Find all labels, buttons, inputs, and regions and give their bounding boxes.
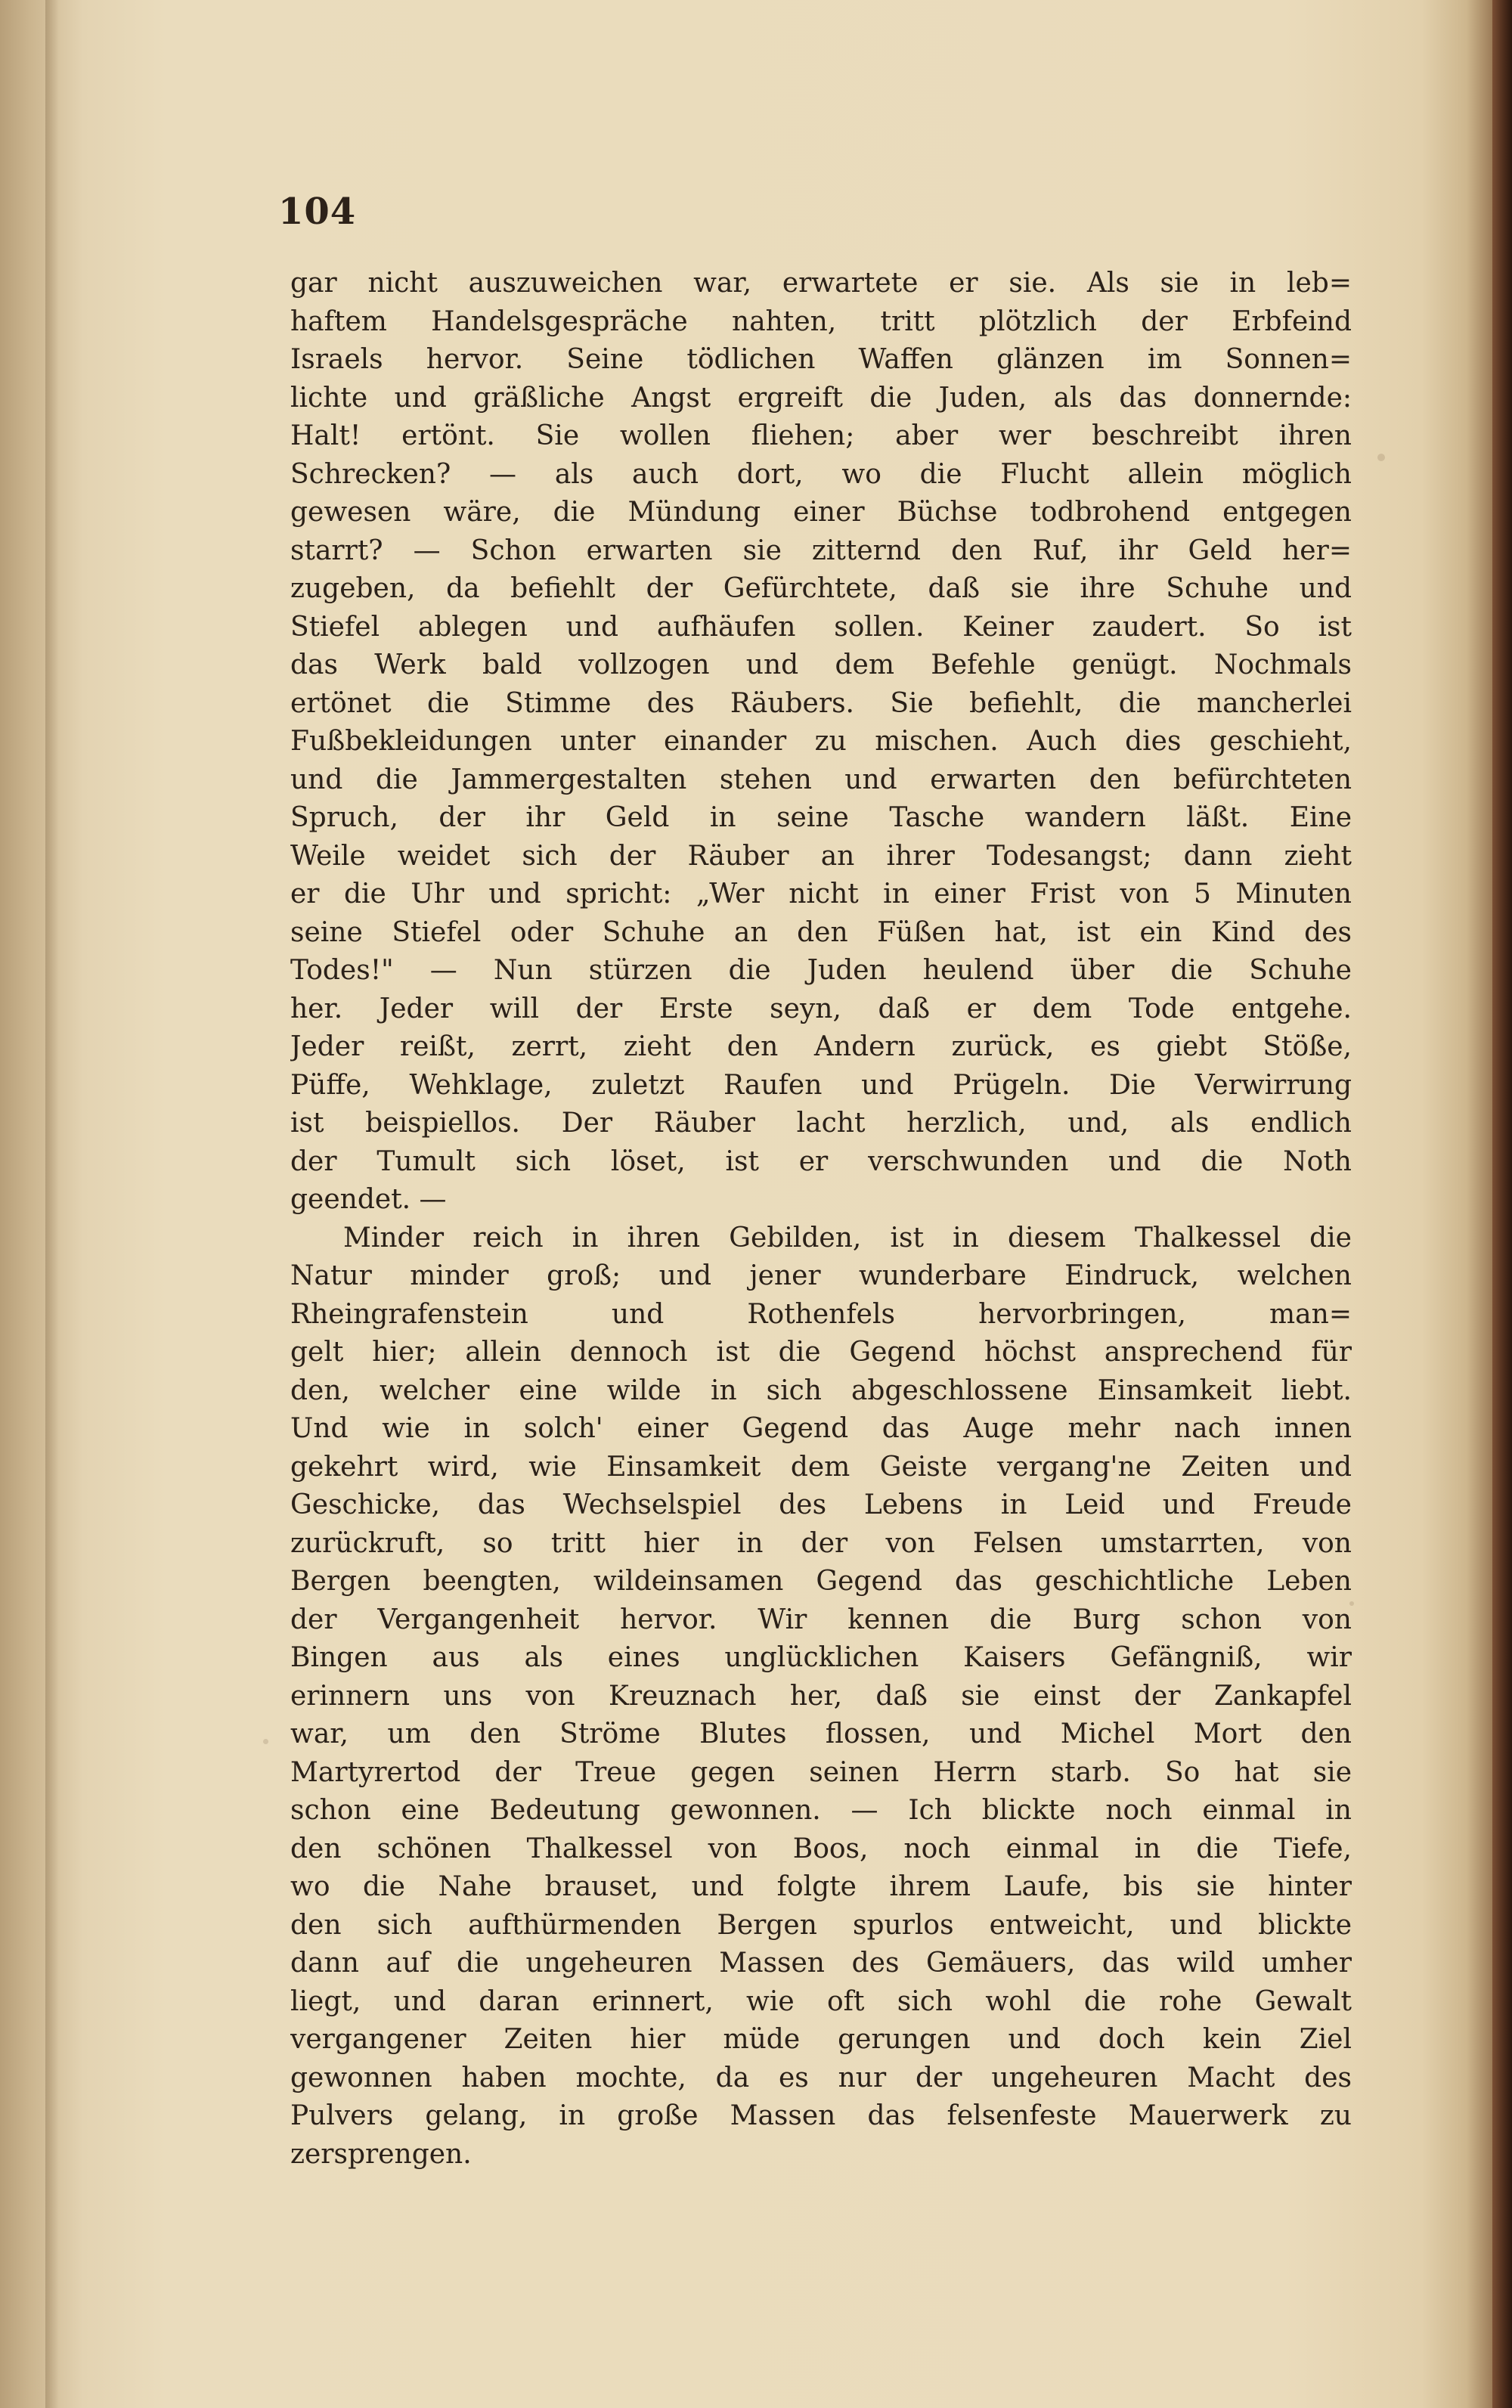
text-line: er die Uhr und spricht: „Wer nicht in einer Frist von 5 Minuten: [290, 879, 1352, 910]
text-line: gewonnen haben mochte, da es nur der ungeheuren Macht des: [290, 2062, 1352, 2093]
text-line: Martyrertod der Treue gegen seinen Herrn starb. So hat sie: [290, 1756, 1352, 1788]
text-line: Bergen beengten, wildeinsamen Gegend das geschichtliche Leben: [290, 1566, 1352, 1597]
text-line: wo die Nahe brauset, und folgte ihrem Laufe, bis sie hinter: [290, 1871, 1352, 1902]
text-line: war, um den Ströme Blutes flossen, und Michel Mort den: [290, 1718, 1352, 1749]
text-line: her. Jeder will der Erste seyn, daß er dem Tode entgehe.: [290, 993, 1352, 1024]
text-line: Bingen aus als eines unglücklichen Kaisers Gefängniß, wir: [290, 1642, 1352, 1673]
text-line: den, welcher eine wilde in sich abgeschlossene Einsamkeit liebt.: [290, 1374, 1352, 1406]
text-line: Spruch, der ihr Geld in seine Tasche wandern läßt. Eine: [290, 802, 1352, 833]
text-line: seine Stiefel oder Schuhe an den Füßen hat, ist ein Kind des: [290, 916, 1352, 948]
paper-spot: [263, 1739, 268, 1744]
text-line: haftem Handelsgespräche nahten, tritt plötzlich der Erbfeind: [290, 305, 1352, 337]
text-line: gar nicht auszuweichen war, erwartete er sie. Als sie in leb=: [290, 268, 1352, 299]
text-line: den sich aufthürmenden Bergen spurlos entweicht, und blickte: [290, 1909, 1352, 1941]
text-line: Pulvers gelang, in große Massen das felsenfeste Mauerwerk zu: [290, 2100, 1352, 2131]
text-line: Natur minder groß; und jener wunderbare Eindruck, welchen: [290, 1260, 1352, 1291]
text-line: Halt! ertönt. Sie wollen fliehen; aber wer beschreibt ihren: [290, 420, 1352, 451]
text-line: vergangener Zeiten hier müde gerungen und doch kein Ziel: [290, 2024, 1352, 2055]
text-line: und die Jammergestalten stehen und erwarten den befürchteten: [290, 764, 1352, 795]
text-line: zugeben, da befiehlt der Gefürchtete, daß sie ihre Schuhe und: [290, 573, 1352, 604]
text-line: Und wie in solch' einer Gegend das Auge mehr nach innen: [290, 1413, 1352, 1444]
text-line: Fußbekleidungen unter einander zu mischen. Auch dies geschieht,: [290, 726, 1352, 757]
text-line: Stiefel ablegen und aufhäufen sollen. Keiner zaudert. So ist: [290, 611, 1352, 643]
text-line: Geschicke, das Wechselspiel des Lebens in Leid und Freude: [290, 1489, 1352, 1520]
text-line: Püffe, Wehklage, zuletzt Raufen und Prügeln. Die Verwirrung: [290, 1069, 1352, 1101]
book-binding: [1492, 0, 1512, 2408]
text-line: erinnern uns von Kreuznach her, daß sie einst der Zankapfel: [290, 1680, 1352, 1712]
text-line: gewesen wäre, die Mündung einer Büchse todbrohend entgegen: [290, 497, 1352, 528]
text-line: starrt? — Schon erwarten sie zitternd den Ruf, ihr Geld her=: [290, 535, 1352, 566]
page-number: 104: [278, 191, 357, 233]
text-line: liegt, und daran erinnert, wie oft sich wohl die rohe Gewalt: [290, 1985, 1352, 2017]
text-line: ist beispiellos. Der Räuber lacht herzlich, und, als endlich: [290, 1108, 1352, 1139]
text-line: gelt hier; allein dennoch ist die Gegend höchst ansprechend für: [290, 1337, 1352, 1368]
paper-spot: [1377, 454, 1385, 461]
text-line: ertönet die Stimme des Räubers. Sie befiehlt, die mancherlei: [290, 687, 1352, 719]
text-line: Jeder reißt, zerrt, zieht den Andern zurück, es giebt Stöße,: [290, 1031, 1352, 1062]
text-line: der Vergangenheit hervor. Wir kennen die Burg schon von: [290, 1604, 1352, 1635]
text-line: das Werk bald vollzogen und dem Befehle genügt. Nochmals: [290, 649, 1352, 680]
text-line: Todes!" — Nun stürzen die Juden heulend über die Schuhe: [290, 955, 1352, 986]
body-text: [290, 265, 1352, 2174]
text-line: Israels hervor. Seine tödlichen Waffen glänzen im Sonnen=: [290, 344, 1352, 375]
text-line: gekehrt wird, wie Einsamkeit dem Geiste vergang'ne Zeiten und: [290, 1451, 1352, 1483]
text-line: der Tumult sich löset, ist er verschwunden und die Noth: [290, 1145, 1352, 1177]
text-line: Schrecken? — als auch dort, wo die Flucht allein möglich: [290, 458, 1352, 490]
text-line: zersprengen.: [290, 2138, 472, 2170]
text-line: Rheingrafenstein und Rothenfels hervorbringen, man=: [290, 1298, 1352, 1330]
text-line: zurückruft, so tritt hier in der von Felsen umstarrten, von: [290, 1527, 1352, 1559]
text-line: Minder reich in ihren Gebilden, ist in diesem Thalkessel die: [343, 1222, 1352, 1254]
page-edge-shadow: [45, 0, 59, 2408]
text-line: Weile weidet sich der Räuber an ihrer Todesangst; dann zieht: [290, 840, 1352, 872]
text-line: dann auf die ungeheuren Massen des Gemäuers, das wild umher: [290, 1948, 1352, 1979]
text-line: lichte und gräßliche Angst ergreift die Juden, als das donnernde:: [290, 382, 1352, 414]
text-line: den schönen Thalkessel von Boos, noch einmal in die Tiefe,: [290, 1833, 1352, 1864]
text-line: geendet. —: [290, 1184, 447, 1215]
text-line: schon eine Bedeutung gewonnen. — Ich blickte noch einmal in: [290, 1795, 1352, 1826]
